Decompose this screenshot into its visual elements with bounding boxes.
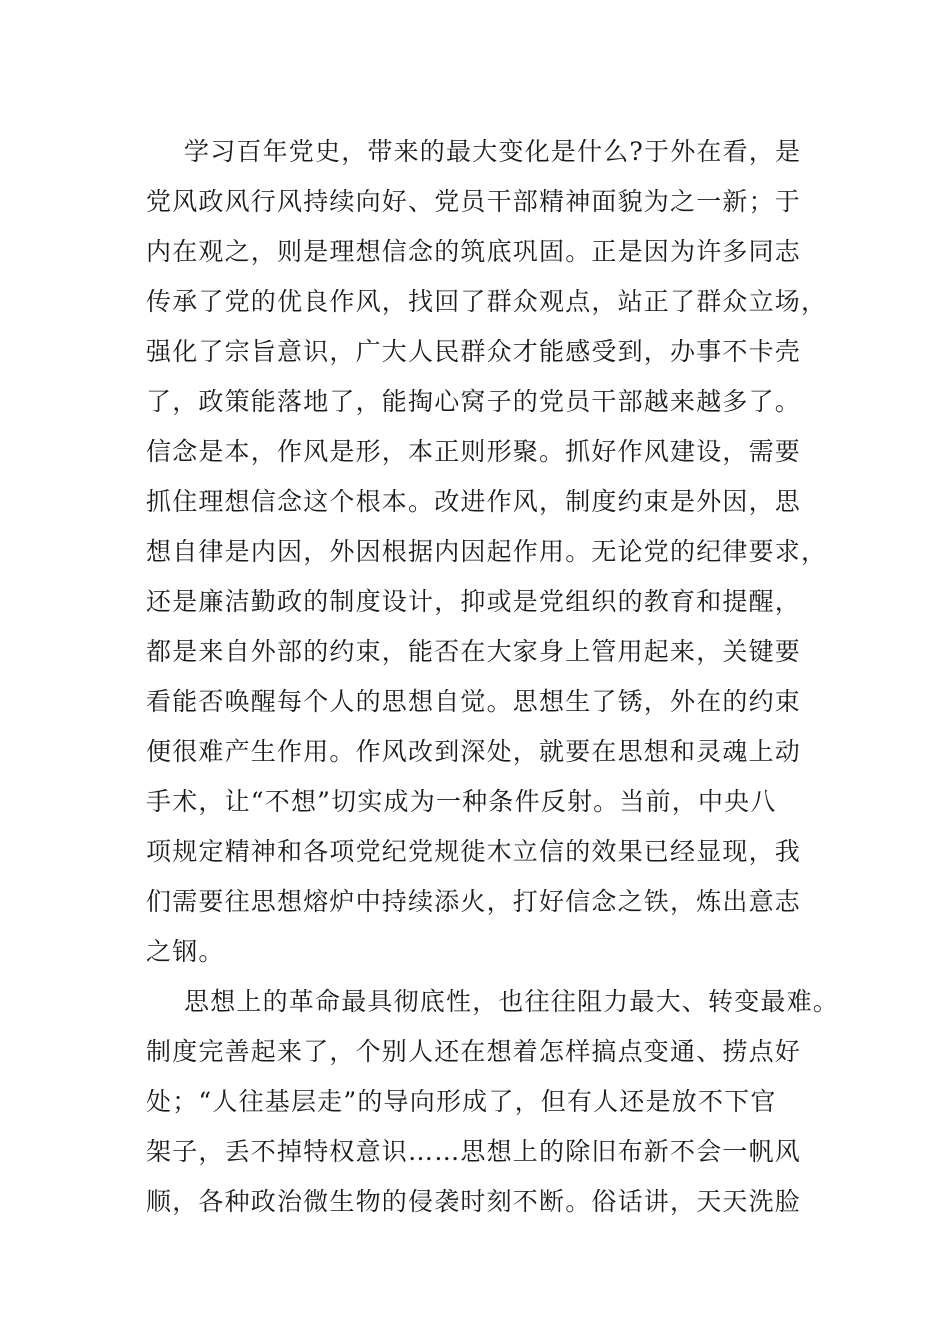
text-line: 传承了党的优良作风，找回了群众观点，站正了群众立场，	[146, 287, 828, 316]
text-line: 架子，丢不掉特权意识……思想上的除旧布新不会一帆风	[146, 1137, 802, 1166]
text-line: 项规定精神和各项党纪党规徙木立信的效果已经显现，我	[146, 837, 802, 866]
text-line: 顺，各种政治微生物的侵袭时刻不断。俗话讲，天天洗脸	[146, 1187, 802, 1216]
text-line: 们需要往思想熔炉中持续添火，打好信念之铁，炼出意志	[146, 887, 802, 916]
text-line: 制度完善起来了，个别人还在想着怎样搞点变通、捞点好	[146, 1037, 802, 1066]
text-line: 信念是本，作风是形，本正则形聚。抓好作风建设，需要	[146, 437, 802, 466]
text-line: 之钢。	[146, 937, 225, 966]
text-line: 处；“人往基层走”的导向形成了，但有人还是放不下官	[146, 1087, 777, 1116]
text-line: 看能否唤醒每个人的思想自觉。思想生了锈，外在的约束	[146, 687, 802, 716]
text-line: 了，政策能落地了，能掏心窝子的党员干部越来越多了。	[146, 387, 802, 416]
text-line: 内在观之，则是理想信念的筑底巩固。正是因为许多同志	[146, 237, 802, 266]
text-line: 抓住理想信念这个根本。改进作风，制度约束是外因，思	[146, 487, 802, 516]
text-line: 学习百年党史，带来的最大变化是什么?于外在看，是	[184, 137, 802, 166]
text-line: 便很难产生作用。作风改到深处，就要在思想和灵魂上动	[146, 737, 802, 766]
text-line: 思想上的革命最具彻底性，也往往阻力最大、转变最难。	[184, 987, 840, 1016]
text-line: 强化了宗旨意识，广大人民群众才能感受到，办事不卡壳	[146, 337, 802, 366]
text-line: 还是廉洁勤政的制度设计，抑或是党组织的教育和提醒，	[146, 587, 802, 616]
text-line: 都是来自外部的约束，能否在大家身上管用起来，关键要	[146, 637, 802, 666]
text-line: 手术，让“不想”切实成为一种条件反射。当前，中央八	[146, 787, 777, 816]
text-line: 想自律是内因，外因根据内因起作用。无论党的纪律要求，	[146, 537, 828, 566]
text-line: 党风政风行风持续向好、党员干部精神面貌为之一新；于	[146, 187, 802, 216]
